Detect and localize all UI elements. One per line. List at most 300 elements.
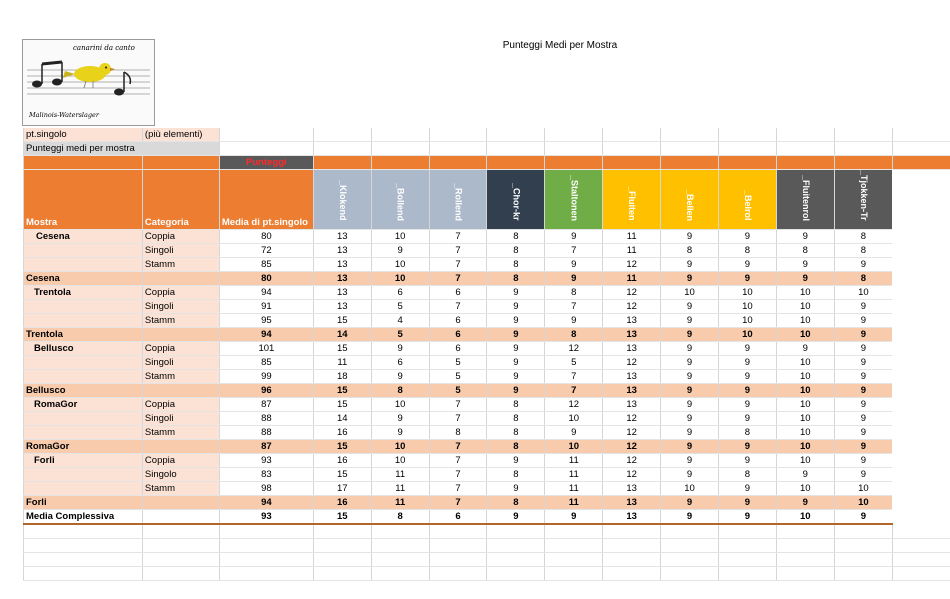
subtotal-row[interactable] bbox=[24, 327, 950, 341]
grand-total-score: 6 bbox=[429, 509, 487, 524]
subtotal-blank bbox=[142, 495, 219, 509]
group-label[interactable]: RomaGor bbox=[24, 397, 143, 411]
table-row[interactable] bbox=[24, 481, 950, 495]
score-value: 5 bbox=[429, 355, 487, 369]
empty-cell[interactable] bbox=[487, 538, 545, 552]
subtotal-score: 9 bbox=[718, 495, 776, 509]
media-value: 87 bbox=[219, 397, 313, 411]
score-value: 9 bbox=[487, 285, 545, 299]
score-value: 9 bbox=[834, 257, 892, 271]
score-value: 9 bbox=[661, 313, 719, 327]
subtotal-score: 9 bbox=[834, 383, 892, 397]
empty-cell[interactable] bbox=[371, 538, 429, 552]
score-value: 13 bbox=[603, 341, 661, 355]
score-value: 10 bbox=[371, 257, 429, 271]
empty-cell[interactable] bbox=[142, 524, 219, 539]
grand-total-label[interactable]: Media Complessiva bbox=[24, 509, 143, 524]
score-value: 8 bbox=[487, 257, 545, 271]
table-row[interactable] bbox=[24, 341, 950, 355]
score-value: 10 bbox=[661, 481, 719, 495]
score-value: 9 bbox=[776, 229, 834, 243]
subtotal-score: 13 bbox=[603, 383, 661, 397]
score-value: 11 bbox=[371, 481, 429, 495]
score-value: 13 bbox=[313, 229, 371, 243]
table-row[interactable] bbox=[24, 243, 950, 257]
score-value: 10 bbox=[776, 299, 834, 313]
score-value: 10 bbox=[371, 453, 429, 467]
score-value: 8 bbox=[487, 243, 545, 257]
score-value: 9 bbox=[718, 229, 776, 243]
score-value: 9 bbox=[776, 467, 834, 481]
table-row[interactable] bbox=[24, 257, 950, 271]
score-value: 9 bbox=[661, 397, 719, 411]
score-value: 15 bbox=[313, 341, 371, 355]
grand-total-row[interactable] bbox=[24, 509, 950, 524]
media-value: 101 bbox=[219, 341, 313, 355]
score-value: 12 bbox=[603, 467, 661, 481]
pivot-subtitle: Punteggi medi per mostra bbox=[24, 142, 220, 156]
grand-total-score: 10 bbox=[776, 509, 834, 524]
media-value: 93 bbox=[219, 453, 313, 467]
empty-cell[interactable] bbox=[142, 566, 219, 580]
group-label[interactable]: Trentola bbox=[24, 285, 143, 299]
score-value: 8 bbox=[487, 467, 545, 481]
subtotal-score: 7 bbox=[545, 383, 603, 397]
score-value: 10 bbox=[718, 313, 776, 327]
score-value: 9 bbox=[545, 425, 603, 439]
header-voice[interactable]: _Tjokken-Tr bbox=[834, 170, 892, 230]
subtotal-row[interactable] bbox=[24, 383, 950, 397]
subtotal-score: 9 bbox=[545, 271, 603, 285]
empty-cell[interactable] bbox=[429, 566, 487, 580]
score-value: 9 bbox=[834, 397, 892, 411]
subtotal-score: 11 bbox=[545, 495, 603, 509]
subtotal-score: 9 bbox=[834, 327, 892, 341]
empty-cell[interactable] bbox=[313, 566, 371, 580]
score-value: 17 bbox=[313, 481, 371, 495]
score-value: 9 bbox=[487, 355, 545, 369]
empty-row bbox=[24, 552, 950, 566]
header-mostra[interactable]: Mostra bbox=[24, 170, 143, 230]
empty-cell[interactable] bbox=[603, 538, 661, 552]
subtotal-blank bbox=[142, 439, 219, 453]
score-value: 13 bbox=[603, 313, 661, 327]
subtotal-media: 94 bbox=[219, 495, 313, 509]
grand-total-blank bbox=[142, 509, 219, 524]
page-title: Punteggi Medi per Mostra bbox=[502, 40, 618, 51]
grand-total-score: 9 bbox=[487, 509, 545, 524]
empty-cell[interactable] bbox=[892, 566, 950, 580]
header-voice[interactable]: _Chor-kr bbox=[487, 170, 545, 230]
subtotal-media: 80 bbox=[219, 271, 313, 285]
subtotal-score: 9 bbox=[661, 383, 719, 397]
header-voice[interactable]: _Bollend bbox=[371, 170, 429, 230]
category-label[interactable]: Coppia bbox=[142, 285, 219, 299]
empty-cell[interactable] bbox=[24, 552, 143, 566]
table-row[interactable] bbox=[24, 285, 950, 299]
score-value: 11 bbox=[371, 467, 429, 481]
media-value: 95 bbox=[219, 313, 313, 327]
score-value: 8 bbox=[661, 243, 719, 257]
score-value: 9 bbox=[661, 229, 719, 243]
score-value: 4 bbox=[371, 313, 429, 327]
score-value: 9 bbox=[718, 369, 776, 383]
empty-cell[interactable] bbox=[545, 538, 603, 552]
media-value: 88 bbox=[219, 411, 313, 425]
score-value: 13 bbox=[313, 299, 371, 313]
subtotal-label[interactable]: Bellusco bbox=[24, 383, 143, 397]
score-value: 9 bbox=[718, 397, 776, 411]
score-value: 8 bbox=[834, 229, 892, 243]
table-row[interactable] bbox=[24, 467, 950, 481]
empty-cell[interactable] bbox=[661, 524, 719, 539]
empty-cell[interactable] bbox=[371, 566, 429, 580]
score-value: 10 bbox=[776, 313, 834, 327]
score-value: 7 bbox=[429, 467, 487, 481]
score-value: 9 bbox=[718, 355, 776, 369]
score-value: 9 bbox=[834, 299, 892, 313]
score-value: 12 bbox=[603, 453, 661, 467]
score-value: 13 bbox=[313, 257, 371, 271]
score-value: 10 bbox=[661, 285, 719, 299]
group-label-empty bbox=[24, 467, 143, 481]
empty-cell[interactable] bbox=[603, 524, 661, 539]
empty-cell[interactable] bbox=[487, 524, 545, 539]
empty-cell[interactable] bbox=[545, 552, 603, 566]
subtotal-row[interactable] bbox=[24, 495, 950, 509]
grand-total-score: 13 bbox=[603, 509, 661, 524]
media-value: 85 bbox=[219, 355, 313, 369]
category-label[interactable]: Coppia bbox=[142, 453, 219, 467]
score-value: 9 bbox=[661, 257, 719, 271]
empty-cell[interactable] bbox=[429, 524, 487, 539]
subtotal-score: 9 bbox=[718, 383, 776, 397]
score-value: 5 bbox=[371, 299, 429, 313]
punteggi-header[interactable]: Punteggi bbox=[219, 156, 313, 170]
score-value: 7 bbox=[429, 243, 487, 257]
values-header-row bbox=[24, 156, 950, 170]
empty-cell[interactable] bbox=[371, 524, 429, 539]
empty-cell[interactable] bbox=[718, 566, 776, 580]
empty-cell[interactable] bbox=[219, 566, 313, 580]
category-label[interactable]: Singoli bbox=[142, 355, 219, 369]
empty-cell[interactable] bbox=[718, 552, 776, 566]
category-label[interactable]: Coppia bbox=[142, 341, 219, 355]
subtotal-row[interactable] bbox=[24, 439, 950, 453]
empty-cell[interactable] bbox=[892, 524, 950, 539]
score-value: 9 bbox=[487, 341, 545, 355]
media-value: 83 bbox=[219, 467, 313, 481]
subtotal-media: 94 bbox=[219, 327, 313, 341]
score-value: 9 bbox=[487, 453, 545, 467]
subtotal-score: 8 bbox=[545, 327, 603, 341]
category-label[interactable]: Stamm bbox=[142, 369, 219, 383]
score-value: 10 bbox=[718, 299, 776, 313]
empty-cell[interactable] bbox=[371, 552, 429, 566]
score-value: 6 bbox=[371, 285, 429, 299]
score-value: 8 bbox=[718, 243, 776, 257]
score-value: 11 bbox=[603, 243, 661, 257]
subtotal-label[interactable]: Cesena bbox=[24, 271, 143, 285]
empty-cell[interactable] bbox=[603, 552, 661, 566]
table-row[interactable] bbox=[24, 397, 950, 411]
table-row[interactable] bbox=[24, 229, 950, 243]
score-value: 9 bbox=[834, 355, 892, 369]
score-value: 9 bbox=[661, 467, 719, 481]
grand-total-score: 15 bbox=[313, 509, 371, 524]
score-value: 12 bbox=[603, 285, 661, 299]
score-value: 11 bbox=[545, 453, 603, 467]
table-row[interactable] bbox=[24, 425, 950, 439]
header-voice[interactable]: _Rollend bbox=[429, 170, 487, 230]
category-label[interactable]: Coppia bbox=[142, 229, 219, 243]
subtotal-score: 10 bbox=[776, 327, 834, 341]
subtotal-label[interactable]: Forli bbox=[24, 495, 143, 509]
empty-cell[interactable] bbox=[776, 566, 834, 580]
category-label[interactable]: Singoli bbox=[142, 299, 219, 313]
grand-total-score: 9 bbox=[718, 509, 776, 524]
score-value: 7 bbox=[429, 411, 487, 425]
category-label[interactable]: Stamm bbox=[142, 481, 219, 495]
grand-total-score: 8 bbox=[371, 509, 429, 524]
subtotal-score: 8 bbox=[487, 495, 545, 509]
subtotal-score: 6 bbox=[429, 327, 487, 341]
category-label[interactable]: Singoli bbox=[142, 243, 219, 257]
subtotal-score: 9 bbox=[718, 439, 776, 453]
subtotal-score: 8 bbox=[371, 383, 429, 397]
score-value: 9 bbox=[661, 411, 719, 425]
category-label[interactable]: Stamm bbox=[142, 425, 219, 439]
category-label[interactable]: Coppia bbox=[142, 397, 219, 411]
score-value: 9 bbox=[834, 411, 892, 425]
table-row[interactable] bbox=[24, 299, 950, 313]
score-value: 10 bbox=[776, 369, 834, 383]
subtotal-score: 15 bbox=[313, 383, 371, 397]
subtotal-score: 9 bbox=[661, 495, 719, 509]
score-value: 9 bbox=[545, 313, 603, 327]
empty-cell[interactable] bbox=[834, 566, 892, 580]
header-voice[interactable]: _Staltonen bbox=[545, 170, 603, 230]
score-value: 9 bbox=[718, 453, 776, 467]
subtotal-score: 9 bbox=[661, 327, 719, 341]
score-value: 8 bbox=[834, 243, 892, 257]
header-voice[interactable]: _Bellen bbox=[661, 170, 719, 230]
group-label-empty bbox=[24, 369, 143, 383]
group-label-empty bbox=[24, 243, 143, 257]
subtotal-score: 9 bbox=[487, 327, 545, 341]
subtotal-score: 8 bbox=[487, 271, 545, 285]
score-value: 9 bbox=[487, 299, 545, 313]
score-value: 10 bbox=[776, 411, 834, 425]
category-label[interactable]: Stamm bbox=[142, 313, 219, 327]
score-value: 11 bbox=[603, 229, 661, 243]
subtotal-score: 9 bbox=[776, 271, 834, 285]
group-label[interactable]: Bellusco bbox=[24, 341, 143, 355]
subtotal-score: 13 bbox=[313, 271, 371, 285]
empty-cell[interactable] bbox=[219, 538, 313, 552]
empty-cell[interactable] bbox=[718, 538, 776, 552]
subtotal-score: 13 bbox=[603, 327, 661, 341]
logo-bottom-text: Malinois-Waterslager bbox=[29, 111, 100, 119]
header-voice[interactable]: _Belrol bbox=[718, 170, 776, 230]
subtitle-row bbox=[24, 142, 950, 156]
score-value: 12 bbox=[603, 355, 661, 369]
group-label-empty bbox=[24, 481, 143, 495]
score-value: 7 bbox=[429, 257, 487, 271]
empty-cell[interactable] bbox=[603, 566, 661, 580]
score-value: 9 bbox=[371, 411, 429, 425]
empty-cell[interactable] bbox=[776, 538, 834, 552]
empty-cell[interactable] bbox=[429, 552, 487, 566]
subtotal-score: 13 bbox=[603, 495, 661, 509]
header-voice[interactable]: _Klokend bbox=[313, 170, 371, 230]
header-categoria[interactable]: Categoria bbox=[142, 170, 219, 230]
table-row[interactable] bbox=[24, 355, 950, 369]
score-value: 9 bbox=[718, 341, 776, 355]
score-value: 9 bbox=[371, 341, 429, 355]
score-value: 9 bbox=[661, 341, 719, 355]
category-label[interactable]: Singoli bbox=[142, 411, 219, 425]
empty-cell[interactable] bbox=[776, 524, 834, 539]
media-value: 80 bbox=[219, 229, 313, 243]
subtotal-score: 15 bbox=[313, 439, 371, 453]
score-value: 5 bbox=[429, 369, 487, 383]
empty-cell[interactable] bbox=[313, 524, 371, 539]
subtotal-blank bbox=[142, 327, 219, 341]
score-value: 13 bbox=[313, 285, 371, 299]
empty-cell[interactable] bbox=[24, 524, 143, 539]
empty-cell[interactable] bbox=[892, 552, 950, 566]
score-value: 6 bbox=[429, 313, 487, 327]
empty-cell[interactable] bbox=[834, 538, 892, 552]
score-value: 7 bbox=[429, 299, 487, 313]
column-header-row bbox=[24, 170, 950, 230]
score-value: 18 bbox=[313, 369, 371, 383]
score-value: 7 bbox=[429, 229, 487, 243]
subtotal-score: 5 bbox=[371, 327, 429, 341]
score-value: 12 bbox=[603, 425, 661, 439]
score-value: 16 bbox=[313, 453, 371, 467]
logo-tagline: canarini da canto bbox=[73, 44, 135, 52]
score-value: 12 bbox=[545, 397, 603, 411]
empty-cell[interactable] bbox=[661, 552, 719, 566]
empty-cell[interactable] bbox=[142, 552, 219, 566]
subtotal-score: 10 bbox=[545, 439, 603, 453]
group-label-empty bbox=[24, 425, 143, 439]
score-value: 9 bbox=[487, 481, 545, 495]
score-value: 7 bbox=[545, 243, 603, 257]
score-value: 9 bbox=[718, 411, 776, 425]
empty-cell[interactable] bbox=[142, 538, 219, 552]
subtotal-score: 10 bbox=[776, 383, 834, 397]
empty-cell[interactable] bbox=[219, 524, 313, 539]
header-voice[interactable]: _Fluitenrol bbox=[776, 170, 834, 230]
group-label[interactable]: Forli bbox=[24, 453, 143, 467]
table-row[interactable] bbox=[24, 453, 950, 467]
header-voice[interactable]: _Fluiten bbox=[603, 170, 661, 230]
table-row[interactable] bbox=[24, 369, 950, 383]
header-media[interactable]: Media di pt.singolo bbox=[219, 170, 313, 230]
media-value: 94 bbox=[219, 285, 313, 299]
media-value: 91 bbox=[219, 299, 313, 313]
empty-cell[interactable] bbox=[219, 552, 313, 566]
subtotal-label[interactable]: Trentola bbox=[24, 327, 143, 341]
subtotal-score: 16 bbox=[313, 495, 371, 509]
filter-field-value[interactable]: (più elementi) bbox=[142, 128, 219, 142]
filter-field-label[interactable]: pt.singolo bbox=[24, 128, 143, 142]
grand-total-score: 9 bbox=[545, 509, 603, 524]
empty-cell[interactable] bbox=[834, 552, 892, 566]
subtotal-score: 10 bbox=[718, 327, 776, 341]
empty-cell[interactable] bbox=[892, 538, 950, 552]
group-label[interactable]: Cesena bbox=[24, 229, 143, 243]
subtotal-score: 11 bbox=[371, 495, 429, 509]
table-row[interactable] bbox=[24, 411, 950, 425]
score-value: 9 bbox=[834, 341, 892, 355]
subtotal-score: 10 bbox=[371, 439, 429, 453]
score-value: 10 bbox=[371, 397, 429, 411]
empty-cell[interactable] bbox=[24, 566, 143, 580]
club-logo bbox=[22, 39, 155, 126]
subtotal-row[interactable] bbox=[24, 271, 950, 285]
pivot-table[interactable] bbox=[23, 128, 950, 581]
score-value: 10 bbox=[834, 285, 892, 299]
score-value: 13 bbox=[603, 481, 661, 495]
empty-cell[interactable] bbox=[487, 552, 545, 566]
score-value: 6 bbox=[371, 355, 429, 369]
empty-cell[interactable] bbox=[545, 566, 603, 580]
score-value: 9 bbox=[718, 257, 776, 271]
score-value: 9 bbox=[371, 243, 429, 257]
score-value: 9 bbox=[661, 299, 719, 313]
score-value: 15 bbox=[313, 467, 371, 481]
empty-cell[interactable] bbox=[834, 524, 892, 539]
score-value: 9 bbox=[661, 425, 719, 439]
score-value: 10 bbox=[371, 229, 429, 243]
empty-cell[interactable] bbox=[718, 524, 776, 539]
category-label[interactable]: Stamm bbox=[142, 257, 219, 271]
table-row[interactable] bbox=[24, 313, 950, 327]
score-value: 9 bbox=[661, 369, 719, 383]
empty-cell[interactable] bbox=[776, 552, 834, 566]
score-value: 8 bbox=[776, 243, 834, 257]
score-value: 6 bbox=[429, 341, 487, 355]
score-value: 6 bbox=[429, 285, 487, 299]
subtotal-score: 9 bbox=[661, 271, 719, 285]
empty-cell[interactable] bbox=[487, 566, 545, 580]
empty-cell[interactable] bbox=[661, 566, 719, 580]
empty-cell[interactable] bbox=[24, 538, 143, 552]
score-value: 8 bbox=[545, 285, 603, 299]
subtotal-blank bbox=[142, 383, 219, 397]
media-value: 98 bbox=[219, 481, 313, 495]
score-value: 9 bbox=[776, 341, 834, 355]
group-label-empty bbox=[24, 313, 143, 327]
empty-cell[interactable] bbox=[429, 538, 487, 552]
empty-cell[interactable] bbox=[545, 524, 603, 539]
subtotal-label[interactable]: RomaGor bbox=[24, 439, 143, 453]
category-label[interactable]: Singolo bbox=[142, 467, 219, 481]
empty-cell[interactable] bbox=[313, 538, 371, 552]
subtotal-media: 87 bbox=[219, 439, 313, 453]
empty-cell[interactable] bbox=[661, 538, 719, 552]
empty-cell[interactable] bbox=[313, 552, 371, 566]
score-value: 10 bbox=[834, 481, 892, 495]
score-value: 9 bbox=[487, 313, 545, 327]
score-value: 10 bbox=[718, 285, 776, 299]
score-value: 12 bbox=[603, 411, 661, 425]
score-value: 12 bbox=[545, 341, 603, 355]
